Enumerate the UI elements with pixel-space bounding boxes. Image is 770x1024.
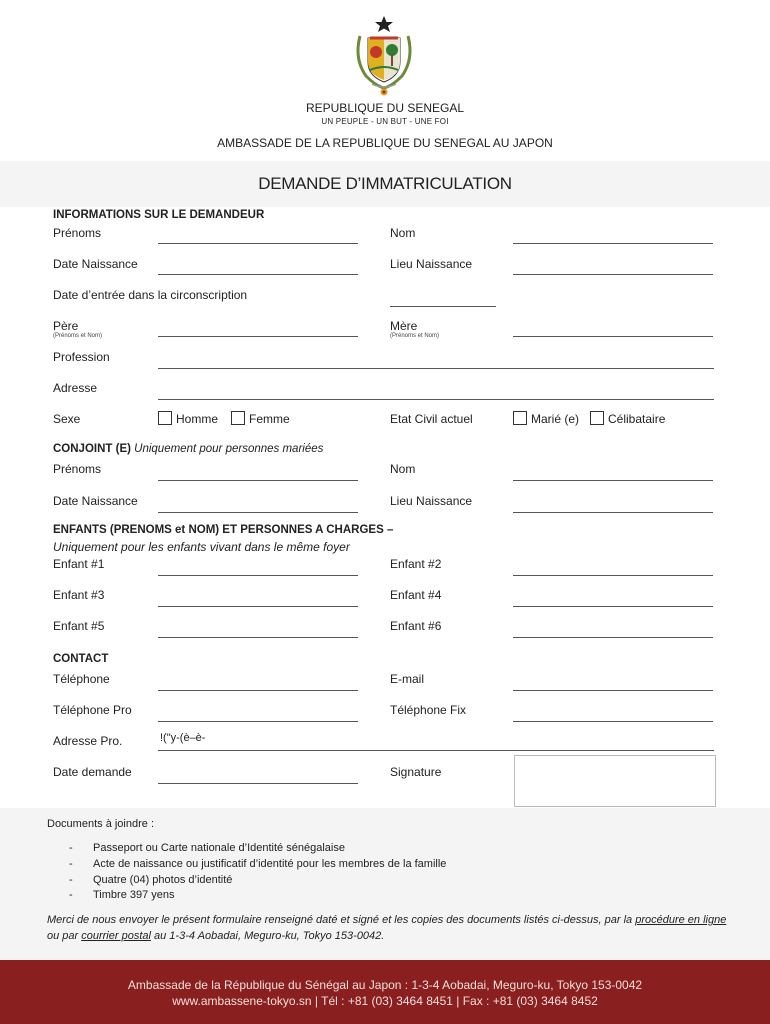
homme-checkbox[interactable] <box>158 411 172 425</box>
field-date-entree[interactable] <box>390 306 496 307</box>
field-telephone-fix[interactable] <box>513 721 713 722</box>
field-enfant-1[interactable] <box>158 575 358 576</box>
field-telephone[interactable] <box>158 690 358 691</box>
field-telephone-pro[interactable] <box>158 721 358 722</box>
label-sexe: Sexe <box>53 412 81 426</box>
field-enfant-3[interactable] <box>158 606 358 607</box>
document-item-text: Acte de naissance ou justificatif d’identité pour les membres de la famille <box>93 858 447 870</box>
bullet: - <box>69 889 73 901</box>
republic-title: REPUBLIQUE DU SENEGAL <box>305 101 465 115</box>
form-title: DEMANDE D’IMMATRICULATION <box>258 174 512 193</box>
note-text: au 1-3-4 Aobadai, Meguro-ku, Tokyo 153-0042. <box>150 930 385 942</box>
field-conjoint-nom[interactable] <box>513 480 713 481</box>
field-enfant-5[interactable] <box>158 637 358 638</box>
label-prenoms: Prénoms <box>53 226 102 240</box>
homme-label: Homme <box>176 412 219 426</box>
label-enfant-5: Enfant #5 <box>53 619 105 633</box>
label-mere-sub: (Prénoms et Nom) <box>390 333 440 339</box>
field-conjoint-date-naissance[interactable] <box>158 512 358 513</box>
field-adresse[interactable] <box>158 399 714 400</box>
spouse-section-note: Uniquement pour personnes mariées <box>134 443 324 455</box>
document-item <box>69 889 175 901</box>
documents-title: Documents à joindre : <box>47 818 154 830</box>
bullet: - <box>69 858 73 870</box>
label-conjoint-date-naissance: Date Naissance <box>53 494 138 508</box>
label-telephone-pro: Téléphone Pro <box>53 703 132 717</box>
femme-checkbox[interactable] <box>231 411 245 425</box>
label-date-naissance: Date Naissance <box>53 257 138 271</box>
marie-checkbox[interactable] <box>513 411 527 425</box>
field-date-naissance[interactable] <box>158 274 358 275</box>
field-enfant-4[interactable] <box>513 606 713 607</box>
celibataire-checkbox[interactable] <box>590 411 604 425</box>
children-section-note: Uniquement pour les enfants vivant dans le même foyer <box>53 540 350 554</box>
label-conjoint-nom: Nom <box>390 462 416 476</box>
spouse-section-heading <box>53 443 323 455</box>
field-email[interactable] <box>513 690 713 691</box>
field-conjoint-prenoms[interactable] <box>158 480 358 481</box>
label-email: E-mail <box>390 672 425 686</box>
field-mere[interactable] <box>513 336 713 337</box>
femme-label: Femme <box>249 412 290 426</box>
label-conjoint-lieu-naissance: Lieu Naissance <box>390 494 473 508</box>
option-femme[interactable] <box>231 411 290 426</box>
bullet: - <box>69 842 73 854</box>
contact-section-heading: CONTACT <box>53 653 109 665</box>
document-item <box>69 842 345 854</box>
label-lieu-naissance: Lieu Naissance <box>390 257 473 271</box>
label-enfant-1: Enfant #1 <box>53 557 105 571</box>
field-profession[interactable] <box>158 368 714 369</box>
label-pere-sub: (Prénoms et Nom) <box>53 333 103 339</box>
label-adresse-pro: Adresse Pro. <box>53 734 123 748</box>
embassy-name: AMBASSADE DE LA REPUBLIQUE DU SENEGAL AU JAPON <box>217 136 553 150</box>
label-adresse: Adresse <box>53 381 98 395</box>
label-nom: Nom <box>390 226 416 240</box>
option-homme[interactable] <box>158 411 218 426</box>
label-mere: Mère <box>390 319 418 333</box>
marie-label: Marié (e) <box>531 412 580 426</box>
spouse-section-title: CONJOINT (E) <box>53 443 131 455</box>
label-enfant-2: Enfant #2 <box>390 557 442 571</box>
label-date-demande: Date demande <box>53 765 132 779</box>
adresse-pro-value[interactable]: !("y-(è–è- <box>160 732 206 744</box>
label-enfant-4: Enfant #4 <box>390 588 442 602</box>
field-enfant-2[interactable] <box>513 575 713 576</box>
label-enfant-6: Enfant #6 <box>390 619 442 633</box>
field-lieu-naissance[interactable] <box>513 274 713 275</box>
document-item <box>69 874 232 886</box>
footer <box>0 960 770 1024</box>
field-prenoms[interactable] <box>158 243 358 244</box>
label-etat-civil: Etat Civil actuel <box>390 412 473 426</box>
field-conjoint-lieu-naissance[interactable] <box>513 512 713 513</box>
note-text: Merci de nous envoyer le présent formulaire renseigné daté et signé et les copies des documents listés ci-dessus, par la <box>47 914 636 926</box>
label-date-entree: Date d’entrée dans la circonscription <box>53 288 248 302</box>
label-telephone: Téléphone <box>53 672 110 686</box>
document-item <box>69 858 446 870</box>
field-pere[interactable] <box>158 336 358 337</box>
field-date-demande[interactable] <box>158 783 358 784</box>
label-signature: Signature <box>390 765 442 779</box>
note-text: ou par <box>47 930 82 942</box>
field-nom[interactable] <box>513 243 713 244</box>
postal-mail-link[interactable]: courrier postal <box>81 930 151 942</box>
online-procedure-link[interactable]: procédure en ligne <box>635 914 727 926</box>
label-pere: Père <box>53 319 79 333</box>
signature-box[interactable] <box>514 755 716 807</box>
document-item-text: Quatre (04) photos d’identité <box>93 874 233 886</box>
label-enfant-3: Enfant #3 <box>53 588 105 602</box>
national-motto: UN PEUPLE - UN BUT - UNE FOI <box>321 117 449 126</box>
field-enfant-6[interactable] <box>513 637 713 638</box>
label-profession: Profession <box>53 350 110 364</box>
option-marie[interactable] <box>513 411 579 426</box>
footer-contacts: www.ambassene-tokyo.sn | Tél : +81 (03) 3464 8451 | Fax : +81 (03) 3464 8452 <box>172 994 598 1008</box>
submission-note <box>47 912 737 944</box>
footer-address: Ambassade de la République du Sénégal au Japon : 1-3-4 Aobadai, Meguro-ku, Tokyo 153-0042 <box>127 978 643 992</box>
celibataire-label: Célibataire <box>608 412 666 426</box>
option-celibataire[interactable] <box>590 411 665 426</box>
label-telephone-fix: Téléphone Fix <box>390 703 467 717</box>
bullet: - <box>69 874 73 886</box>
document-item-text: Passeport ou Carte nationale d’Identité sénégalaise <box>93 842 345 854</box>
document-item-text: Timbre 397 yens <box>93 889 175 901</box>
senegal-coat-of-arms-icon <box>346 14 422 98</box>
children-section-heading: ENFANTS (PRENOMS et NOM) ET PERSONNES A CHARGES – <box>53 524 394 536</box>
applicant-section-heading: INFORMATIONS SUR LE DEMANDEUR <box>53 209 265 221</box>
label-conjoint-prenoms: Prénoms <box>53 462 102 476</box>
field-adresse-pro[interactable] <box>158 750 714 751</box>
